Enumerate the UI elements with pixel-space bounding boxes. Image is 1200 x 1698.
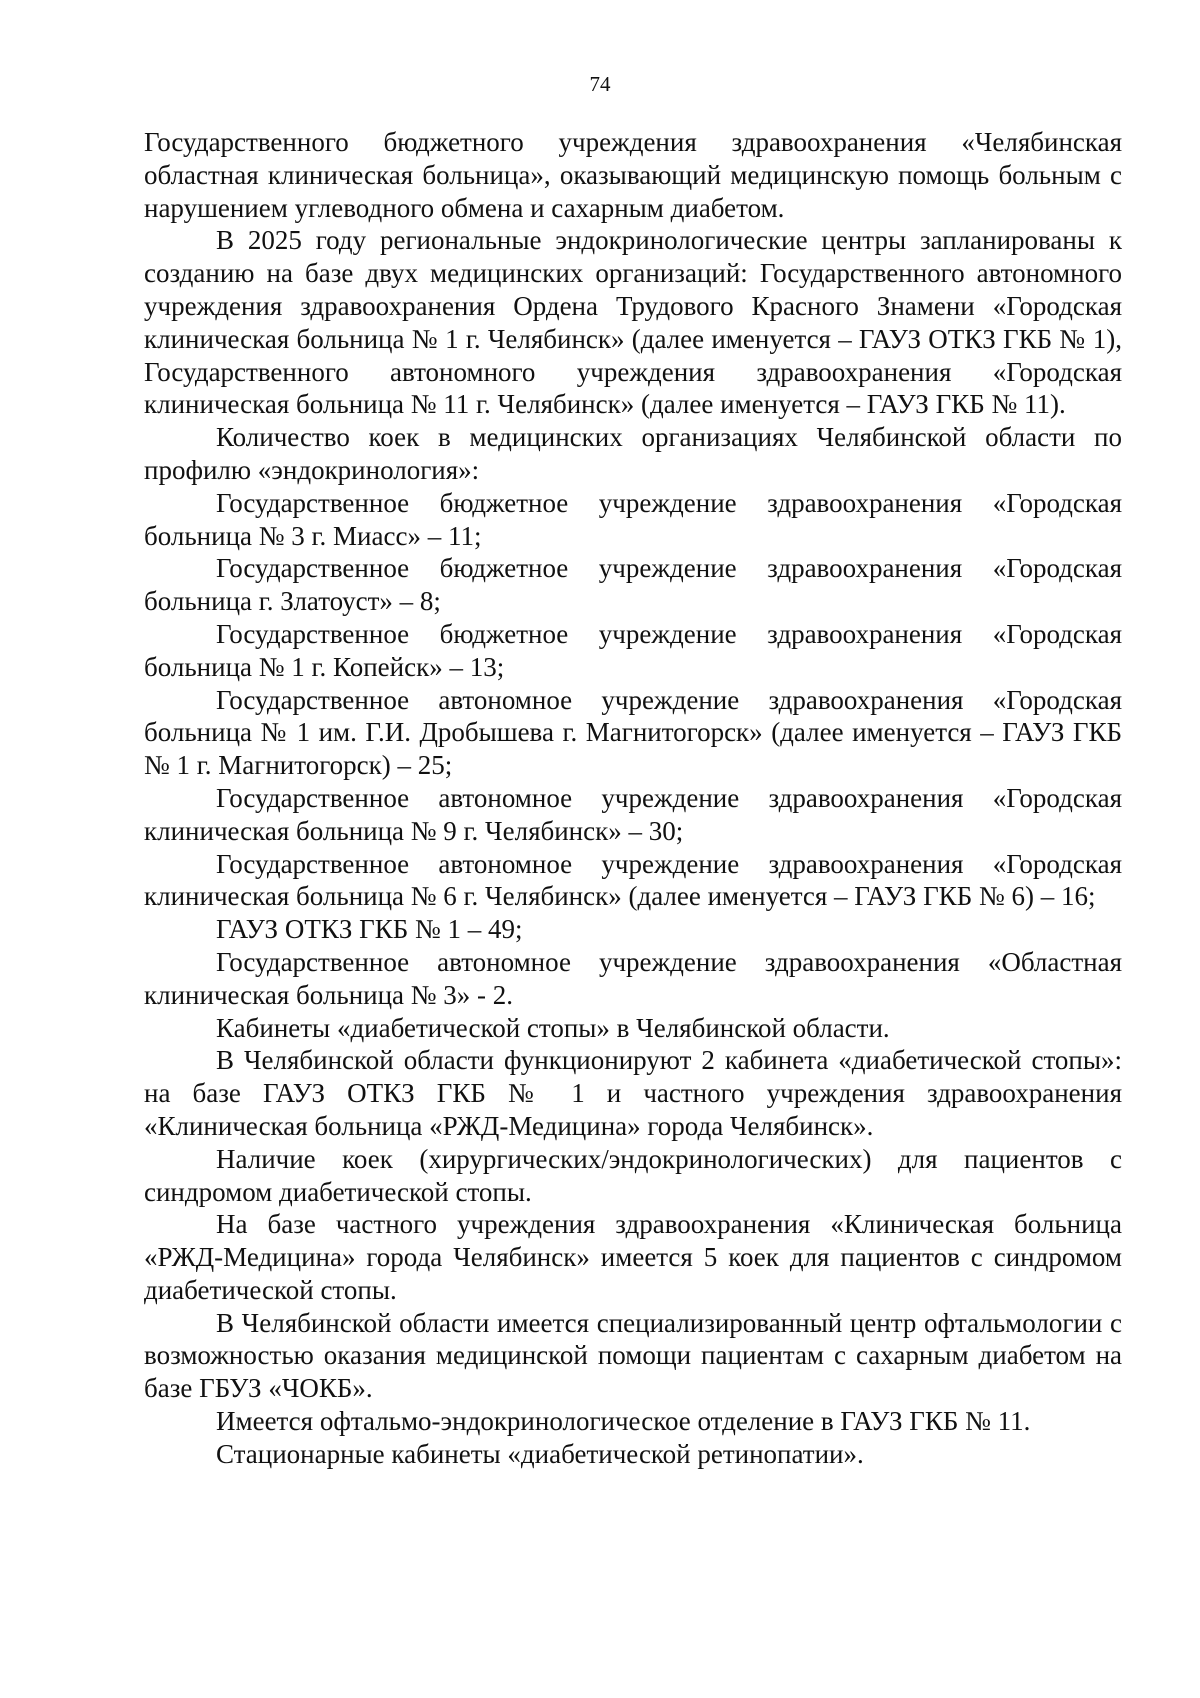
- list-item-kopeysk: Государственное бюджетное учреждение здравоохранения «Городская больница № 1 г. Копейск» – 13;: [144, 618, 1122, 682]
- paragraph-bed-count-intro: Количество коек в медицинских организациях Челябинской области по профилю «эндокринология»:: [144, 422, 1122, 485]
- paragraph-retinopathy-offices: Стационарные кабинеты «диабетической ретинопатии».: [216, 1438, 864, 1469]
- paragraph-beds-availability: Наличие коек (хирургических/эндокринологических) для пациентов с синдромом диабетической стопы.: [144, 1143, 1122, 1207]
- paragraph-diabetic-foot-offices: В Челябинской области функционируют 2 кабинета «диабетической стопы»: на базе ГАУЗ ОТКЗ ГКБ № 1 и частного учреждения здравоохранения «Клиническая больница «РЖД-Медицина» города Челябинск».: [144, 1045, 1122, 1141]
- list-item-gkb-6: Государственное автономное учреждение здравоохранения «Городская клиническая больница № 6 г. Челябинск» (далее именуется – ГАУЗ ГКБ № 6) – 16;: [144, 848, 1122, 912]
- paragraph-diabetic-foot-heading: Кабинеты «диабетической стопы» в Челябинской области.: [216, 1012, 890, 1043]
- list-item-magnitogorsk: Государственное автономное учреждение здравоохранения «Городская больница № 1 им. Г.И. Дробышева г. Магнитогорск» (далее именуется – ГАУЗ ГКБ № 1 г. Магнитогорск) – 25;: [144, 684, 1122, 781]
- page-number: 74: [589, 72, 611, 96]
- paragraph-endocrine-centers-2025: В 2025 году региональные эндокринологические центры запланированы к созданию на базе двух медицинских организаций: Государственного автономного учреждения здравоохранения Ордена Трудового Красного Знамени «Городская клиническая больница № 1 г. Челябинск» (далее именуется – ГАУЗ ОТКЗ ГКБ № 1), Государственного автономного учреждения здравоохранения «Городская клиническая больница № 11 г. Челябинск» (далее именуется – ГАУЗ ГКБ № 11).: [144, 225, 1122, 420]
- document-body: [144, 126, 1122, 1471]
- paragraph-continuation: Государственного бюджетного учреждения здравоохранения «Челябинская областная клиническая больница», оказывающий медицинскую помощь больным с нарушением углеводного обмена и сахарным диабетом.: [144, 127, 1122, 223]
- list-item-otkz-gkb-1: ГАУЗ ОТКЗ ГКБ № 1 – 49;: [216, 914, 523, 945]
- paragraph-ophthalmology-center: В Челябинской области имеется специализированный центр офтальмологии с возможностью оказания медицинской помощи пациентам с сахарным диабетом на базе ГБУЗ «ЧОКБ».: [144, 1307, 1122, 1404]
- paragraph-rzd-beds: На базе частного учреждения здравоохранения «Клиническая больница «РЖД-Медицина» города Челябинск» имеется 5 коек для пациентов с синдромом диабетической стопы.: [144, 1209, 1122, 1305]
- list-item-regional-hospital-3: Государственное автономное учреждение здравоохранения «Областная клиническая больница № 3» - 2.: [144, 946, 1122, 1010]
- list-item-gkb-9: Государственное автономное учреждение здравоохранения «Городская клиническая больница № 9 г. Челябинск» – 30;: [144, 782, 1122, 846]
- list-item-zlatoust: Государственное бюджетное учреждение здравоохранения «Городская больница г. Златоуст» – 8;: [144, 553, 1122, 617]
- list-item-miass: Государственное бюджетное учреждение здравоохранения «Городская больница № 3 г. Миасс» – 11;: [144, 487, 1122, 551]
- paragraph-ophthalmo-endocrine-dept: Имеется офтальмо-эндокринологическое отделение в ГАУЗ ГКБ № 11.: [216, 1406, 1031, 1437]
